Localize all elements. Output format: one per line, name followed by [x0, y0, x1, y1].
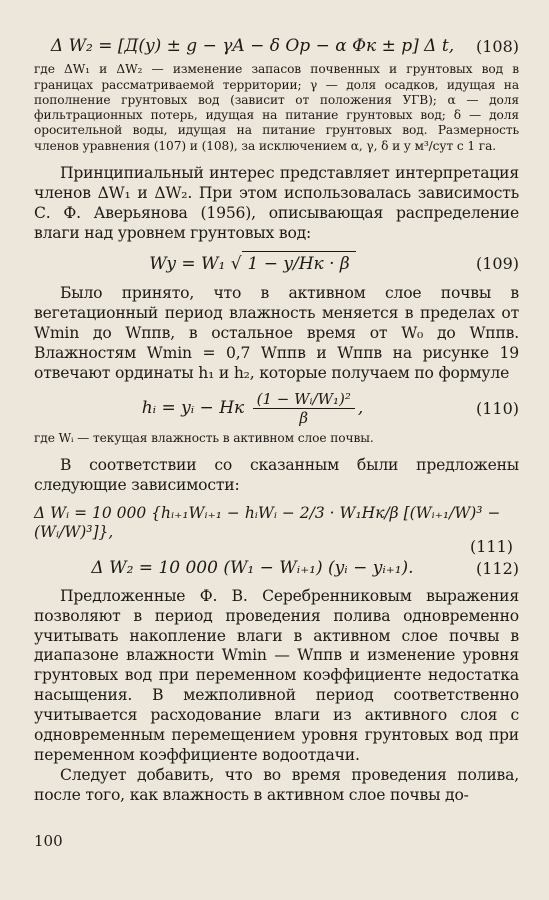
equation-110-tail: ,: [357, 397, 364, 418]
paragraph-assumption: Было принято, что в активном слое почвы в вегетационный период влажность меняется в пределах от Wmin до Wппв, в остальное время от W₀ до Wппв. Влажностям Wmin = 0,7 Wппв и Wппв на рисунке 19 отвечают ординаты h₁ и h₂, которые получаем по формуле: [34, 284, 519, 382]
equation-108-body: Δ W₂ = [Д(y) ± g − γA − δ Op − α Φк ± p] Δ t,: [50, 36, 455, 56]
page-number: 100: [34, 832, 63, 850]
note-variables: где ΔW₁ и ΔW₂ — изменение запасов почвенных и грунтовых вод в границах рассматриваемой территории; γ — доля осадков, идущая на пополнение грунтовых вод (зависит от положения УГВ); α — доля фильтрационных потерь, идущая на питание грунтовых вод; δ — доля оросительной воды, идущая на питание грунтовых вод. Размерность членов уравнения (107) и (108), за исключением α, γ, δ и y м³/сут с 1 га.: [34, 62, 519, 153]
equation-112-body: Δ W₂ = 10 000 (W₁ − Wᵢ₊₁) (yᵢ − yᵢ₊₁).: [91, 558, 414, 579]
equation-108: [34, 36, 519, 56]
paragraph-interpretation: Принципиальный интерес представляет интерпретация членов ΔW₁ и ΔW₂. При этом использовалась зависимость С. Ф. Аверьянова (1956), описывающая распределение влаги над уровнем грунтовых вод:: [34, 163, 519, 242]
equation-110-lhs: hᵢ = yᵢ − Hк: [141, 397, 245, 418]
equation-111-number: (111): [469, 537, 513, 557]
equation-110: [34, 390, 519, 427]
equation-110-denominator: β: [299, 408, 309, 427]
equation-109: [34, 254, 519, 274]
equation-109-radicand: 1 − y/Hк · β: [242, 251, 356, 274]
paragraph-serebrennikov: Предложенные Ф. В. Серебренниковым выражения позволяют в период проведения полива одновременно учитывать накопление влаги в активном слое почвы в диапазоне влажности Wmin — Wппв и изменение уровня грунтовых вод при переменном коэффициенте недостатка насыщения. В межполивной период соответственно учитывается расходование влаги из активного слоя с одновременным перемещением уровня грунтовых вод при переменном коэффициенте водоотдачи.: [34, 586, 519, 765]
equation-110-number: (110): [475, 398, 519, 418]
equation-108-number: (108): [475, 36, 519, 56]
equation-109-number: (109): [475, 254, 519, 274]
note-current-moisture: где Wᵢ — текущая влажность в активном слое почвы.: [34, 430, 374, 445]
equation-112: [34, 558, 519, 578]
equation-110-numerator: (1 − Wᵢ/W₁)²: [253, 390, 355, 409]
equation-111: [34, 504, 519, 541]
paragraph-addition: Следует добавить, что во время проведения полива, после того, как влажность в активном слое почвы до-: [34, 766, 519, 805]
equation-110-fraction: [253, 390, 355, 427]
equation-112-number: (112): [475, 558, 519, 578]
equation-109-lhs: Wy = W₁ √: [149, 253, 242, 274]
paragraph-dependencies: В соответствии со сказанным были предложены следующие зависимости:: [34, 456, 519, 495]
equation-111-body: Δ Wᵢ = 10 000 {hᵢ₊₁Wᵢ₊₁ − hᵢWᵢ − 2/3 · W₁Hк/β [(Wᵢ₊₁/W)³ − (Wᵢ/W)³]},: [34, 504, 501, 541]
